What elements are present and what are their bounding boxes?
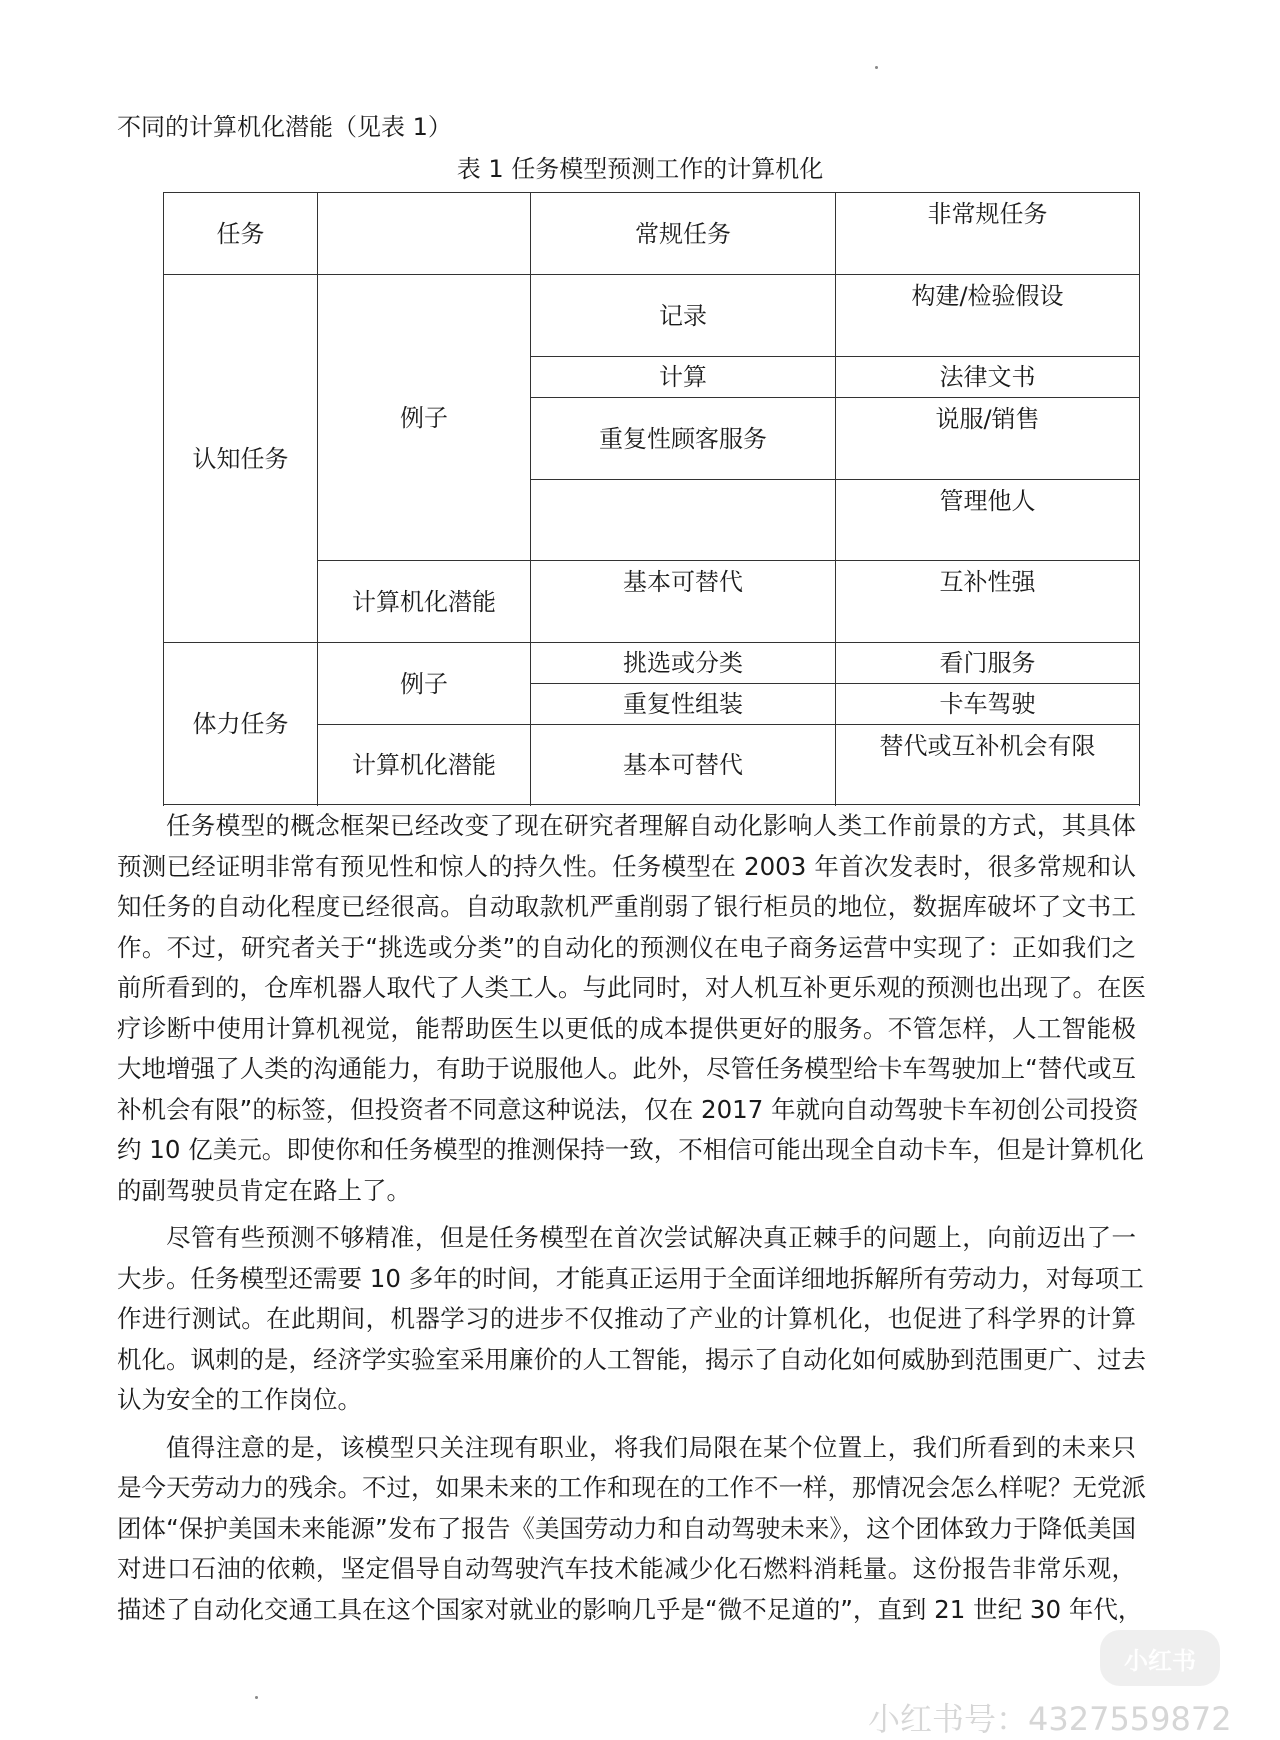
cognitive-potential-label: 计算机化潜能 xyxy=(318,561,531,643)
paragraph-2 xyxy=(117,1218,1146,1421)
table-cell: 计算 xyxy=(531,357,836,398)
text-line: 大步。任务模型还需要 10 多年的时间，才能真正运用于全面详细地拆解所有劳动力，对每项工 xyxy=(117,1263,1144,1293)
watermark-id: 小红书号：4327559872 xyxy=(868,1700,1232,1738)
text-line: 机化。讽刺的是，经济学实验室采用廉价的人工智能，揭示了自动化如何威胁到范围更广、过去 xyxy=(117,1344,1146,1374)
scan-speck xyxy=(875,66,878,69)
text-line: 预测已经证明非常有预见性和惊人的持久性。任务模型在 2003 年首次发表时，很多常规和认 xyxy=(117,851,1136,881)
text-line: 团体“保护美国未来能源”发布了报告《美国劳动力和自动驾驶未来》，这个团体致力于降低美国 xyxy=(117,1513,1136,1543)
table-cell: 法律文书 xyxy=(836,357,1140,398)
table-cell: 重复性顾客服务 xyxy=(531,398,836,480)
table-cell: 替代或互补机会有限 xyxy=(836,725,1140,805)
paragraph-3 xyxy=(117,1428,1146,1631)
table-cell: 基本可替代 xyxy=(531,561,836,643)
scan-speck xyxy=(255,1696,258,1699)
text-line: 任务模型的概念框架已经改变了现在研究者理解自动化影响人类工作前景的方式，其具体 xyxy=(166,811,1136,840)
text-line: 前所看到的，仓库机器人取代了人类工人。与此同时，对人机互补更乐观的预测也出现了。在医 xyxy=(117,973,1146,1002)
table-row xyxy=(164,275,1140,357)
text-line: 尽管有些预测不够精准，但是任务模型在首次尝试解决真正棘手的问题上，向前迈出了一 xyxy=(166,1223,1136,1252)
table-cell xyxy=(531,480,836,561)
table-cell: 管理他人 xyxy=(836,480,1140,561)
paragraph-1 xyxy=(117,806,1146,1211)
text-line: 作进行测试。在此期间，机器学习的进步不仅推动了产业的计算机化，也促进了科学界的计算 xyxy=(117,1304,1136,1333)
header-blank xyxy=(318,193,531,275)
text-line: 作。不过，研究者关于“挑选或分类”的自动化的预测仪在电子商务运营中实现了：正如我们之 xyxy=(117,932,1136,962)
physical-potential-label: 计算机化潜能 xyxy=(318,725,531,805)
table-cell: 构建/检验假设 xyxy=(836,275,1140,357)
table-cell: 记录 xyxy=(531,275,836,357)
text-line: 是今天劳动力的残余。不过，如果未来的工作和现在的工作不一样，那情况会怎么样呢？无党派 xyxy=(117,1473,1146,1502)
physical-task-label: 体力任务 xyxy=(164,643,318,805)
text-line: 约 10 亿美元。即使你和任务模型的推测保持一致，不相信可能出现全自动卡车，但是计算机化 xyxy=(117,1135,1144,1164)
intro-line: 不同的计算机化潜能（见表 1） xyxy=(117,113,452,141)
table-cell: 互补性强 xyxy=(836,561,1140,643)
body-text xyxy=(117,806,1146,1637)
table-caption: 表 1 任务模型预测工作的计算机化 xyxy=(456,155,824,183)
text-line: 描述了自动化交通工具在这个国家对就业的影响几乎是“微不足道的”，直到 21 世纪 30 年代， xyxy=(117,1594,1143,1624)
table-cell: 基本可替代 xyxy=(531,725,836,805)
text-line: 值得注意的是，该模型只关注现有职业，将我们局限在某个位置上，我们所看到的未来只 xyxy=(166,1432,1136,1462)
table-cell: 说服/销售 xyxy=(836,398,1140,480)
header-nonroutine: 非常规任务 xyxy=(836,193,1140,275)
header-task: 任务 xyxy=(164,193,318,275)
physical-examples-label: 例子 xyxy=(318,643,531,725)
cognitive-task-label: 认知任务 xyxy=(164,275,318,643)
watermark-logo: 小红书 xyxy=(1100,1630,1220,1686)
text-line: 补机会有限”的标签，但投资者不同意这种说法，仅在 2017 年就向自动驾驶卡车初创公司投资 xyxy=(117,1094,1139,1124)
table-row xyxy=(164,643,1140,684)
table-cell: 看门服务 xyxy=(836,643,1140,684)
task-model-table xyxy=(163,192,1140,805)
table-cell: 挑选或分类 xyxy=(531,643,836,684)
cognitive-examples-label: 例子 xyxy=(318,275,531,561)
text-line: 疗诊断中使用计算机视觉，能帮助医生以更低的成本提供更好的服务。不管怎样，人工智能极 xyxy=(117,1013,1136,1043)
text-line: 认为安全的工作岗位。 xyxy=(117,1385,362,1414)
text-line: 对进口石油的依赖，坚定倡导自动驾驶汽车技术能减少化石燃料消耗量。这份报告非常乐观， xyxy=(117,1554,1136,1583)
header-routine: 常规任务 xyxy=(531,193,836,275)
table-cell: 重复性组装 xyxy=(531,684,836,725)
table-cell: 卡车驾驶 xyxy=(836,684,1140,725)
table-header-row xyxy=(164,193,1140,275)
text-line: 知任务的自动化程度已经很高。自动取款机严重削弱了银行柜员的地位，数据库破坏了文书工 xyxy=(117,892,1136,921)
text-line: 大地增强了人类的沟通能力，有助于说服他人。此外，尽管任务模型给卡车驾驶加上“替代或互 xyxy=(117,1054,1136,1083)
text-line: 的副驾驶员肯定在路上了。 xyxy=(117,1175,411,1205)
